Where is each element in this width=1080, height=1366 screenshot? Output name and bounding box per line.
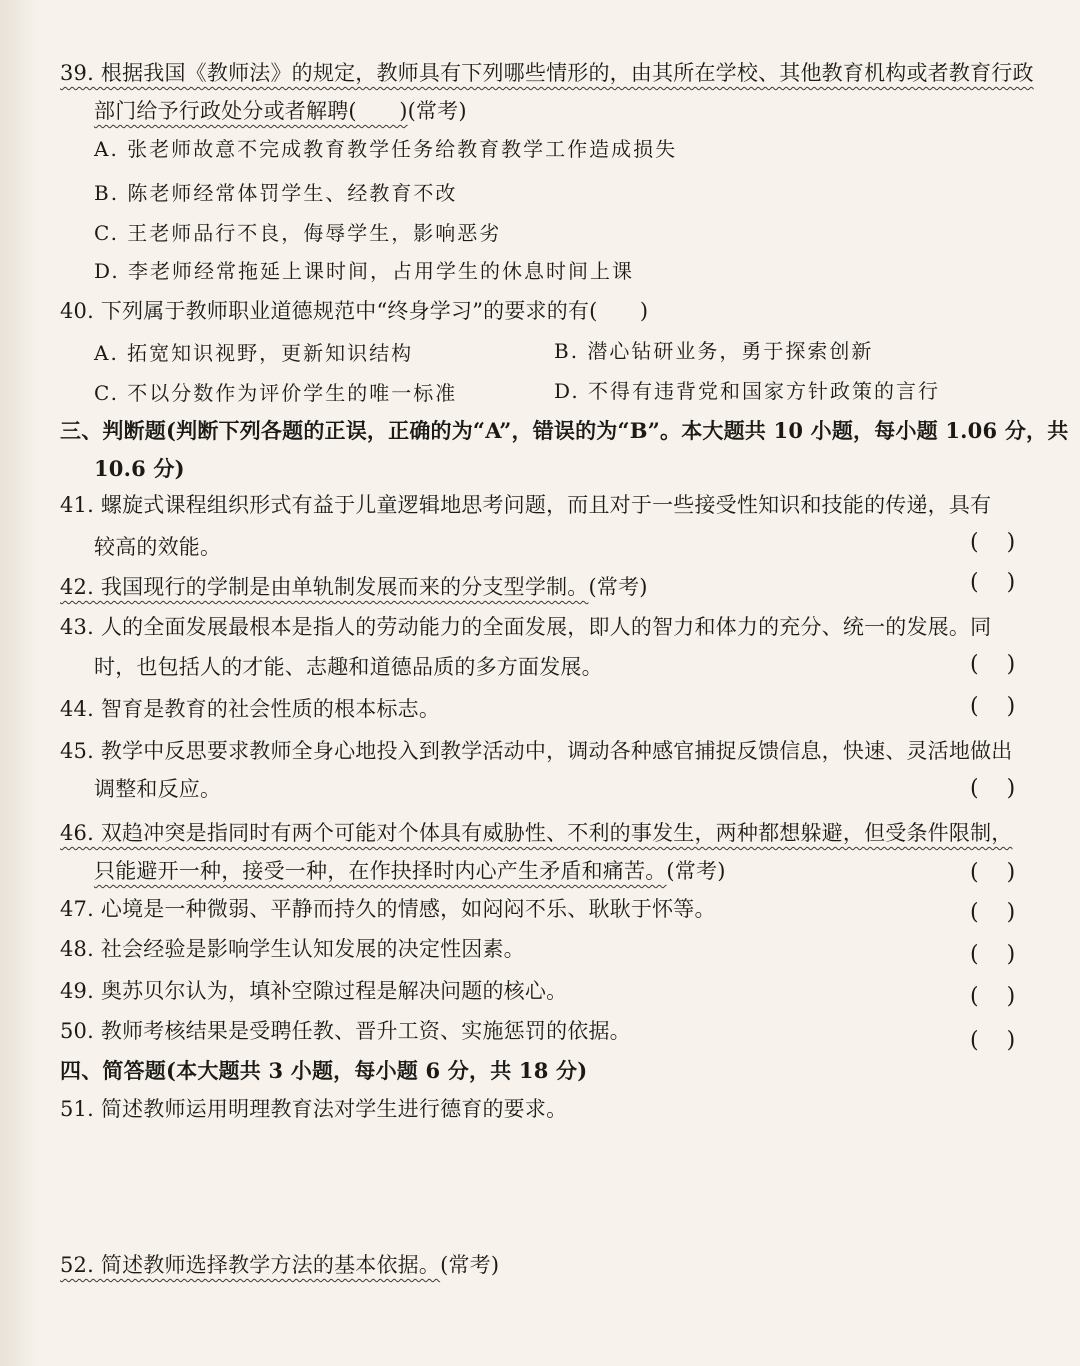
q52 (60, 1250, 499, 1280)
q43-answer-blank: () (970, 652, 1044, 677)
section3-title-cont: 10.6 分) (94, 456, 185, 481)
q45-line1: 45. 教学中反思要求教师全身心地投入到教学活动中，调动各种感官捕捉反馈信息，快速、灵活地做出 (60, 739, 1013, 763)
q52-tag: (常考) (440, 1253, 500, 1277)
q50: 50. 教师考核结果是受聘任教、晋升工资、实施惩罚的依据。 (60, 1019, 631, 1043)
q39-stem-line1: 39. 根据我国《教师法》的规定，教师具有下列哪些情形的，由其所在学校、其他教育机构或者教育行政 (60, 61, 1034, 85)
q39-option-d: D. 李老师经常拖延上课时间，占用学生的休息时间上课 (94, 259, 635, 283)
q48-answer-blank: () (970, 942, 1044, 967)
q52-text: 52. 简述教师选择教学方法的基本依据。 (60, 1253, 441, 1277)
q39-tag: (常考) (407, 99, 467, 123)
q40-option-a: A. 拓宽知识视野，更新知识结构 (94, 341, 414, 365)
page-edge-shadow (0, 0, 40, 1366)
q46-tag: (常考) (666, 859, 726, 883)
q47: 47. 心境是一种微弱、平静而持久的情感，如闷闷不乐、耿耿于怀等。 (60, 897, 716, 921)
section4-title: 四、简答题(本大题共 3 小题，每小题 6 分，共 18 分) (60, 1058, 588, 1083)
q40-stem: 40. 下列属于教师职业道德规范中“终身学习”的要求的有( ) (60, 299, 649, 323)
q39-option-a: A. 张老师故意不完成教育教学任务给教育教学工作造成损失 (94, 137, 678, 161)
q39-stem-line2 (94, 96, 467, 126)
q49: 49. 奥苏贝尔认为，填补空隙过程是解决问题的核心。 (60, 979, 568, 1003)
q44: 44. 智育是教育的社会性质的根本标志。 (60, 697, 441, 721)
q47-answer-blank: () (970, 900, 1044, 925)
q49-answer-blank: () (970, 984, 1044, 1009)
q46-line2 (94, 856, 726, 886)
q40-option-d: D. 不得有违背党和国家方针政策的言行 (554, 379, 941, 403)
q42-answer-blank: () (970, 570, 1044, 595)
q44-answer-blank: () (970, 694, 1044, 719)
q39-option-c: C. 王老师品行不良，侮辱学生，影响恶劣 (94, 221, 502, 245)
q48: 48. 社会经验是影响学生认知发展的决定性因素。 (60, 937, 525, 961)
q40-option-c: C. 不以分数作为评价学生的唯一标准 (94, 381, 458, 405)
q39-stem-line2-text: 部门给予行政处分或者解聘( ) (94, 99, 408, 123)
q41-line2: 较高的效能。 (94, 535, 222, 559)
q43-line1: 43. 人的全面发展最根本是指人的劳动能力的全面发展，即人的智力和体力的充分、统一的发展。同 (60, 615, 992, 639)
q42-text: 42. 我国现行的学制是由单轨制发展而来的分支型学制。 (60, 575, 589, 599)
q45-line2: 调整和反应。 (94, 777, 222, 801)
q50-answer-blank: () (970, 1028, 1044, 1053)
q41-answer-blank: () (970, 530, 1044, 555)
q39-option-b: B. 陈老师经常体罚学生、经教育不改 (94, 181, 458, 205)
q42 (60, 572, 648, 602)
q45-answer-blank: () (970, 776, 1044, 801)
q46-answer-blank: () (970, 860, 1044, 885)
q51: 51. 简述教师运用明理教育法对学生进行德育的要求。 (60, 1097, 568, 1121)
q40-option-b: B. 潜心钻研业务，勇于探索创新 (554, 339, 874, 363)
q42-tag: (常考) (588, 575, 648, 599)
q46-line2-text: 只能避开一种，接受一种，在作抉择时内心产生矛盾和痛苦。 (94, 859, 667, 883)
q46-line1: 46. 双趋冲突是指同时有两个可能对个体具有威胁性、不利的事发生，两种都想躲避，但受条件限制， (60, 821, 1013, 845)
q43-line2: 时，也包括人的才能、志趣和道德品质的多方面发展。 (94, 655, 603, 679)
q41-line1: 41. 螺旋式课程组织形式有益于儿童逻辑地思考问题，而且对于一些接受性知识和技能的传递，具有 (60, 493, 992, 517)
section3-title: 三、判断题(判断下列各题的正误，正确的为“A”，错误的为“B”。本大题共 10 小题，每小题 1.06 分，共 (60, 418, 1069, 443)
